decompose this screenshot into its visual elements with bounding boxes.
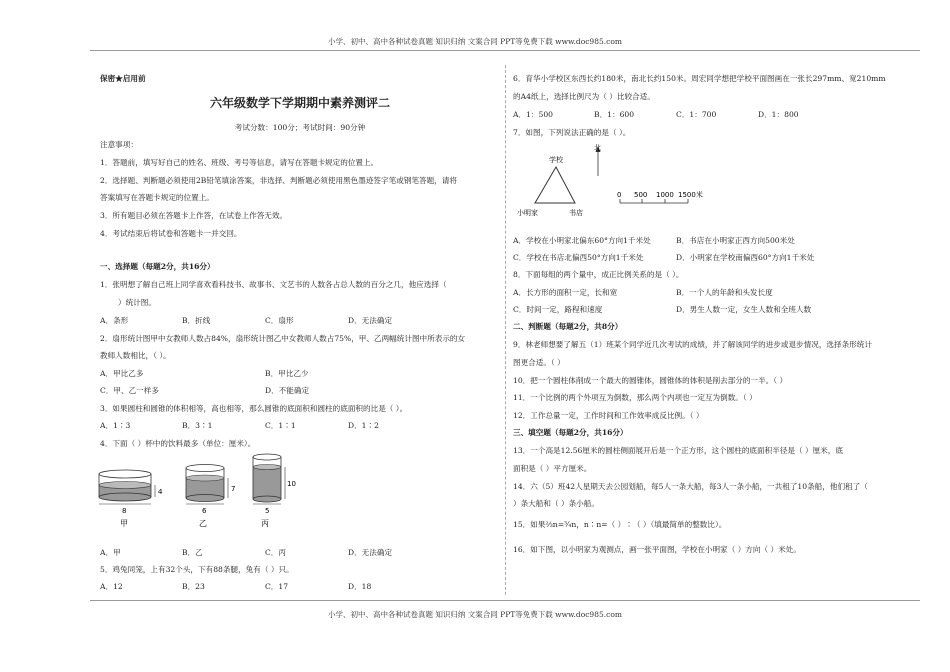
q5-text: 5．鸡兔同笼，上有32个头，下有88条腿，兔有（ ）只。 [100,565,294,574]
q9-line1: 9．林老师想要了解五（1）班某个同学近几次考试的成绩，并了解该同学的进步或退步情况，选择条形统计 [513,340,872,349]
q4-option-c[interactable]: C．丙 [265,548,286,557]
map-north-label: 北 [594,144,601,152]
exam-info: 考试分数：100分；考试时间：90分钟 [234,123,366,132]
column-divider [505,65,506,595]
q16-text: 16．如下图，以小明家为观测点，画一张平面图，学校在小明家（ ）方向（ ）米处。 [513,545,801,554]
q13-line1: 13．一个高是12.56厘米的圆柱侧面展开后是一个正方形，这个圆柱的底面积半径是（ ）厘米，底 [513,446,843,455]
q1-line1: 1．张明想了解自己班上同学喜欢看科技书、故事书、文艺书的人数各占总人数的百分之几，他应选择（ [100,280,447,289]
q1-option-a[interactable]: A．条形 [100,316,129,325]
map-school-label: 学校 [549,156,563,164]
bottom-rule [90,600,920,601]
note-4: 4．考试结束后将试卷和答题卡一并交回。 [100,229,242,238]
exam-title: 六年级数学下学期期中素养测评二 [209,96,390,110]
q4-option-b[interactable]: B．乙 [182,548,203,557]
q5-option-a[interactable]: A．12 [100,582,123,591]
note-2-cont: 答案填写在答题卡规定的位置上。 [100,193,214,202]
cup-yi-label: 乙 [199,519,207,528]
map-scale-1500: 1500米 [678,191,703,199]
q4-option-d[interactable]: D．无法确定 [348,548,393,557]
notes-title: 注意事项： [100,140,138,149]
q6-line2: 的A4纸上，选择比例尺为（ ）比较合适。 [513,92,655,101]
q7-option-d[interactable]: D．小明家在学校南偏西60°方向1千米处 [676,253,815,262]
q6-option-d[interactable]: D．1：800 [758,110,799,119]
q13-line2: 面积是（ ）平方厘米。 [513,464,592,473]
q3-text: 3．如果圆柱和圆锥的体积相等，高也相等，那么圆锥的底面积和圆柱的底面积的比是（ ）。 [100,404,408,413]
q14-line1: 14．六（5）班42人星期天去公园划船，每5人一条大船，每3人一条小船，一共租了10条船，他们租了（ [513,482,868,491]
q11-text: 11．一个比例的两个外项互为倒数，那么两个内项也一定互为倒数。（ ） [513,393,757,402]
q2-option-a[interactable]: A．甲比乙多 [100,369,144,378]
q3-option-b[interactable]: B．3∶1 [182,421,213,430]
q5-option-b[interactable]: B．23 [182,582,205,591]
top-rule [90,50,920,51]
note-3: 3．所有题目必须在答题卡上作答，在试卷上作答无效。 [100,211,288,220]
section1-title: 一、选择题（每题2分，共16分） [100,262,215,271]
cup-bing-height: 10 [287,480,296,488]
q6-line1: 6．育华小学校区东西长约180米，南北长约150米。周宏同学想把学校平面图画在一张长297mm、宽210mm [513,74,886,83]
q15-text: 15．如果⅔n=¾n，n∶n=（ ）∶（ ）（填最简单的整数比）。 [513,520,727,529]
map-bookstore-label: 书店 [569,209,583,217]
q2-option-d[interactable]: D．不能确定 [265,386,310,395]
q1-option-d[interactable]: D．无法确定 [348,316,393,325]
section2-title: 二、判断题（每题2分，共8分） [513,322,623,331]
cup-jia [99,470,163,528]
q8-option-b[interactable]: B．一个人的年龄和头发长度 [676,288,773,297]
map-scale-0: 0 [617,191,622,199]
cup-bing-diameter: 5 [265,507,270,515]
q3-option-d[interactable]: D．1∶2 [348,421,379,430]
q6-option-b[interactable]: B．1：600 [594,110,635,119]
map-figure [512,140,732,224]
q5-option-d[interactable]: D．18 [348,582,372,591]
cups-figure [95,452,305,534]
q2-option-c[interactable]: C．甲、乙一样多 [100,386,159,395]
map-home-label: 小明家 [517,209,538,217]
q7-option-a[interactable]: A．学校在小明家北偏东60°方向1千米处 [513,236,651,245]
cup-jia-height: 4 [158,488,163,496]
q2-option-b[interactable]: B．甲比乙少 [265,369,309,378]
q7-option-b[interactable]: B．书店在小明家正西方向500米处 [676,236,795,245]
section3-title: 三、填空题（每题2分，共16分） [513,428,628,437]
q5-option-c[interactable]: C．17 [265,582,289,591]
cup-jia-diameter: 8 [122,507,127,515]
cup-bing [253,454,296,528]
q9-line2: 图更合适。（ ） [513,358,565,367]
q1-line2: ）统计图。 [118,298,156,307]
q3-option-a[interactable]: A．1∶3 [100,421,131,430]
note-1: 1．答题前，填写好自己的姓名、班级、考号等信息，请写在答题卡规定的位置上。 [100,158,379,167]
q1-option-b[interactable]: B．折线 [182,316,211,325]
q7-text: 7．如图，下列说法正确的是（ ）。 [513,128,631,137]
cup-jia-label: 甲 [120,519,128,528]
q4-text: 4．下面（ ）杯中的饮料最多（单位：厘米）。 [100,439,256,448]
q3-option-c[interactable]: C．1∶1 [265,421,296,430]
map-scale-1000: 1000 [656,191,674,199]
cup-yi-height: 7 [231,485,236,493]
q8-option-a[interactable]: A．长方形的面积一定，长和宽 [513,288,618,297]
q6-option-c[interactable]: C．1：700 [676,110,717,119]
cup-bing-label: 丙 [261,519,269,528]
q14-line2: ）条大船和（ ）条小船。 [513,499,599,508]
q10-text: 10．把一个圆柱体削成一个最大的圆锥体，圆锥体的体积是削去部分的一半。（ ） [513,376,788,385]
cup-yi-diameter: 6 [202,507,207,515]
q1-option-c[interactable]: C．扇形 [265,316,294,325]
q2-line1: 2．扇形统计图甲中女教师人数占84%，扇形统计图乙中女教师人数占75%，甲、乙两幅统计图中所表示的女 [100,334,466,343]
q8-text: 8．下面每组的两个量中，成正比例关系的是（ ）。 [513,270,684,279]
q7-option-c[interactable]: C．学校在书店北偏西50°方向1千米处 [513,253,644,262]
q8-option-d[interactable]: D．男生人数一定，女生人数和全班人数 [676,305,812,314]
cup-yi [186,465,235,529]
secret-label: 保密★启用前 [100,74,146,83]
q4-option-a[interactable]: A．甲 [100,548,121,557]
q12-text: 12．工作总量一定，工作时间和工作效率成反比例。（ ） [513,411,704,420]
note-2: 2．选择题、判断题必须使用2B铅笔填涂答案，非选择、判断题必须使用黑色墨迹签字笔或钢笔答题，请将 [100,176,457,185]
map-scale-500: 500 [634,191,648,199]
q6-option-a[interactable]: A．1：500 [513,110,553,119]
page-header: 小学、初中、高中各种试卷真题 知识归纳 文案合同 PPT等免费下载 www.doc985.com [328,37,622,46]
q2-line2: 教师人数相比，（ ）。 [100,351,171,360]
page-footer: 小学、初中、高中各种试卷真题 知识归纳 文案合同 PPT等免费下载 www.doc985.com [328,610,622,619]
q8-option-c[interactable]: C．时间一定，路程和速度 [513,305,603,314]
